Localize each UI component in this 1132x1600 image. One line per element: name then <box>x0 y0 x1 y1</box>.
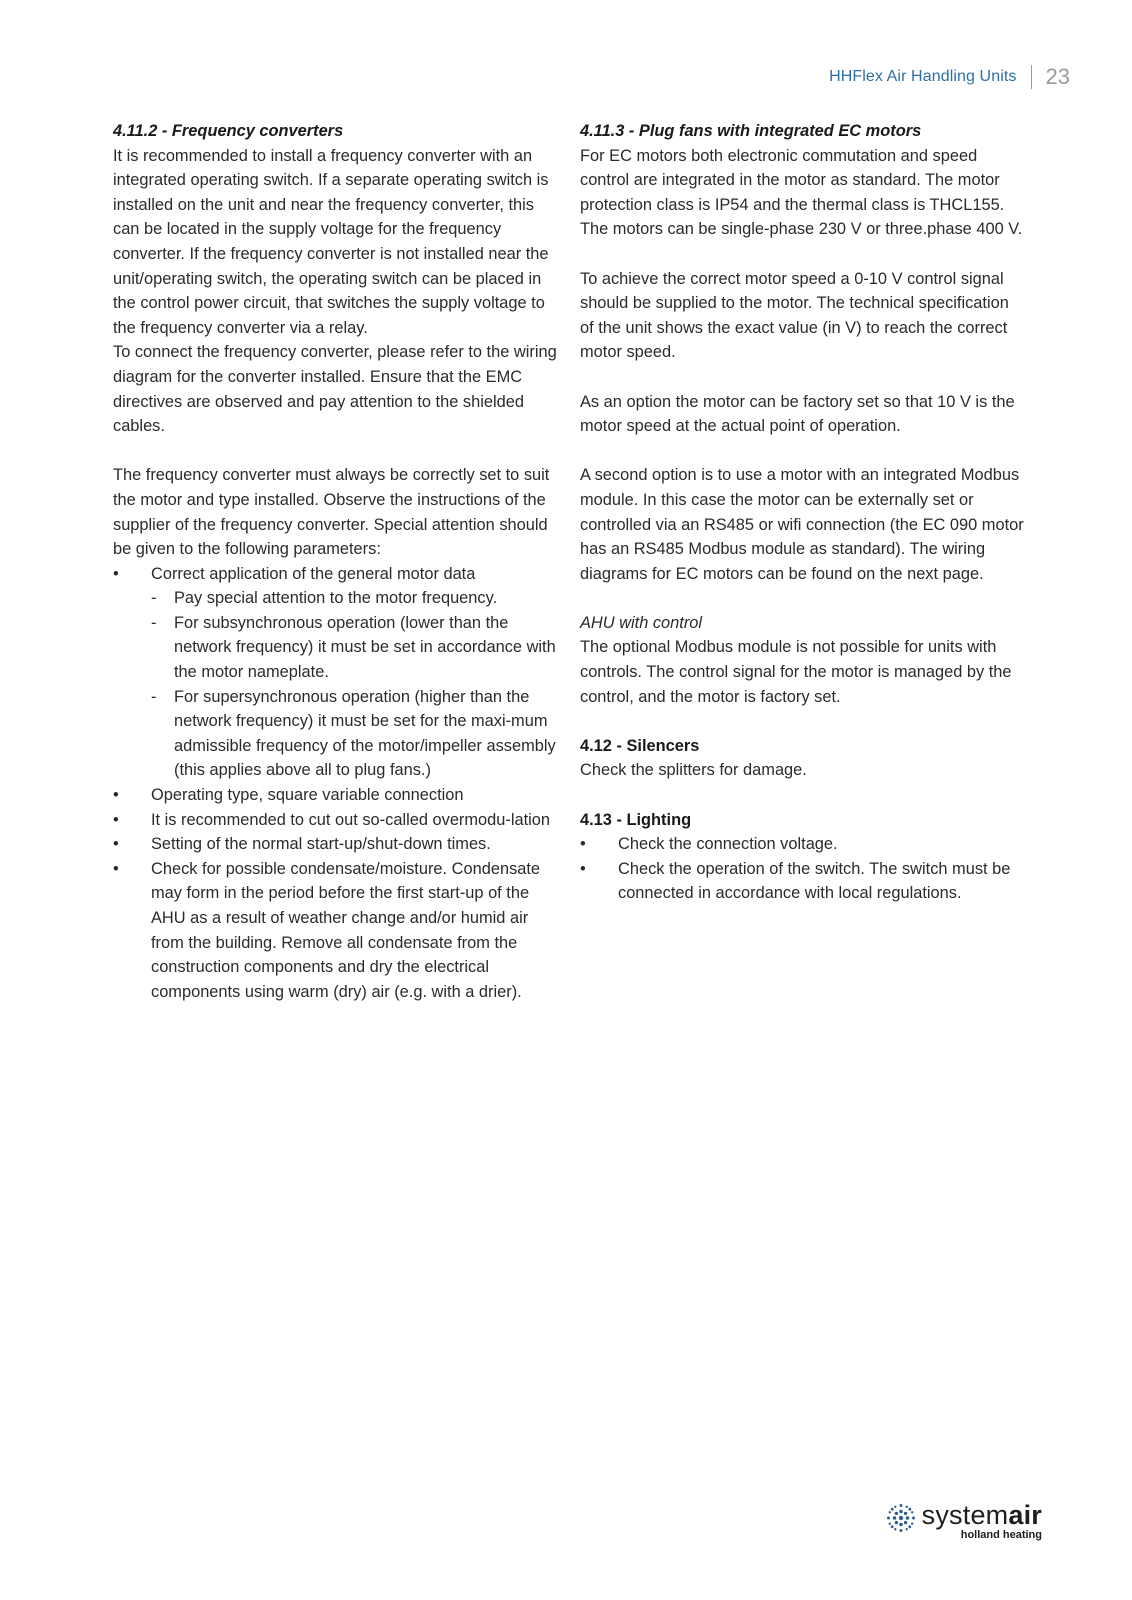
paragraph: The optional Modbus module is not possible for units with controls. The control signal for the motor is managed by the control, and the motor is factory set. <box>580 638 1012 706</box>
paragraph: As an option the motor can be factory set so that 10 V is the motor speed at the actual point of operation. <box>580 392 1015 436</box>
systemair-logo <box>884 1501 1042 1542</box>
parameter-list <box>113 562 558 1005</box>
section-heading-4-13: 4.13 - Lighting <box>580 810 692 829</box>
sub-list <box>151 586 558 783</box>
document-title: HHFlex Air Handling Units <box>829 68 1017 85</box>
subheading-ahu-with-control: AHU with control <box>580 613 703 632</box>
list-item: • Correct application of the general motor data - Pay special attention to the motor frequency. - For subsynchronous operation (lower than the network frequency) it must be set in accordance with the motor nameplate. - For supersynchronous operation (higher than the network frequency) it must be set for the maxi-mum admissible frequency of the motor/impeller assembly (this applies above all to plug fans.) <box>113 562 558 783</box>
paragraph: To achieve the correct motor speed a 0-10 V control signal should be supplied to the motor. The technical specification of the unit shows the exact value (in V) to reach the correct motor speed. <box>580 269 1009 362</box>
sub-list-item: - For subsynchronous operation (lower than the network frequency) it must be set in accordance with the motor nameplate. <box>151 613 556 682</box>
paragraph: To connect the frequency converter, please refer to the wiring diagram for the converter installed. Ensure that the EMC directives are observed and pay attention to the shielded cables. <box>113 343 557 436</box>
bullet-marker: • <box>113 564 119 583</box>
section-heading-4-12: 4.12 - Silencers <box>580 736 700 755</box>
list-item: • Check the operation of the switch. The switch must be connected in accordance with local regulations. <box>580 859 1011 903</box>
page-header <box>829 64 1070 90</box>
sub-list-item: - Pay special attention to the motor frequency. <box>151 589 498 608</box>
lighting-list <box>580 832 1025 906</box>
logo-wordmark: systemair <box>921 1500 1042 1530</box>
left-column <box>113 119 558 1004</box>
list-item: • Check for possible condensate/moisture. Condensate may form in the period before the first start-up of the AHU as a result of weather change and/or humid air from the building. Remove all condensate from the construction components and dry the electrical components using warm (dry) air (e.g. with a drier). <box>113 859 541 1001</box>
paragraph: It is recommended to install a frequency converter with an integrated operating switch. If a separate operating switch is installed on the unit and near the frequency converter, this can be located in the supply voltage for the frequency converter. If the frequency converter is not installed near the unit/operating switch, the operating switch can be placed in the control power circuit, that switches the supply voltage to the frequency converter via a relay. <box>113 146 549 337</box>
paragraph: Check the splitters for damage. <box>580 761 807 780</box>
page-number: 23 <box>1045 64 1070 89</box>
paragraph: A second option is to use a motor with an integrated Modbus module. In this case the motor can be externally set or controlled via an RS485 or wifi connection (the EC 090 motor has an RS485 Modbus module as standard). The wiring diagrams for EC motors can be found on the next page. <box>580 466 1024 583</box>
list-item: • Operating type, square variable connection <box>113 786 464 805</box>
list-item: • Check the connection voltage. <box>580 835 838 854</box>
section-heading-4-11-2: 4.11.2 - Frequency converters <box>113 122 344 140</box>
list-item: • Setting of the normal start-up/shut-down times. <box>113 835 491 854</box>
sub-list-item: - For supersynchronous operation (higher than the network frequency) it must be set for the maxi-mum admissible frequency of the motor/impeller assembly (this applies above all to plug fans.) <box>151 687 556 780</box>
right-column <box>580 119 1025 906</box>
systemair-dot-logo-icon <box>884 1501 918 1535</box>
header-divider <box>1031 65 1032 89</box>
list-item: • It is recommended to cut out so-called overmodu-lation <box>113 810 551 829</box>
logo-subtitle: holland heating <box>960 1529 1042 1541</box>
paragraph: The frequency converter must always be correctly set to suit the motor and type installed. Observe the instructions of the supplier of the frequency converter. Special attention should be given to the following parameters: <box>113 466 550 559</box>
section-heading-4-11-3: 4.11.3 - Plug fans with integrated EC motors <box>580 122 922 140</box>
paragraph: For EC motors both electronic commutation and speed control are integrated in the motor as standard. The motor protection class is IP54 and the thermal class is THCL155. The motors can be single-phase 230 V or three.phase 400 V. <box>580 146 1023 239</box>
